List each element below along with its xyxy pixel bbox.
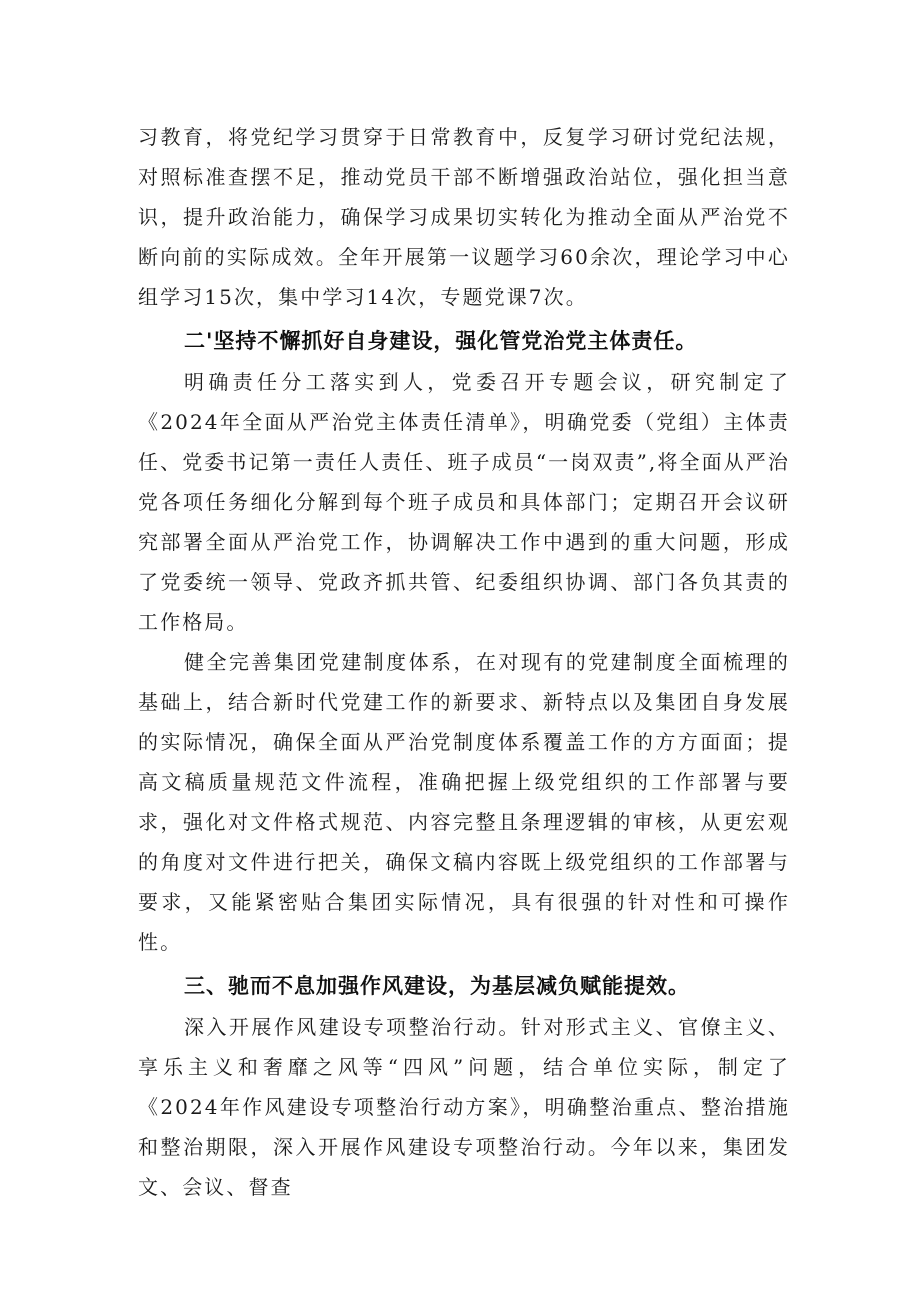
- paragraph-work-style-rectification: 深入开展作风建设专项整治行动。针对形式主义、官僚主义、享乐主义和奢靡之风等“四风”问题，结合单位实际，制定了《2024年作风建设专项整治行动方案》，明确整治重点、整治措施和整治期限，深入开展作风建设专项整治行动。今年以来，集团发文、会议、督查: [138, 1015, 790, 1199]
- section-heading-three: 三、驰而不息加强作风建设，为基层减负赋能提效。: [184, 974, 690, 998]
- paragraph-responsibility-list: 明确责任分工落实到人，党委召开专题会议，研究制定了《2024年全面从严治党主体责任清单》，明确党委（党组）主体责任、党委书记第一责任人责任、班子成员“一岗双责”,将全面从严治党各项任务细化分解到每个班子成员和具体部门；定期召开会议研究部署全面从严治党工作，协调解决工作中遇到的重大问题，形成了党委统一领导、党政齐抓共管、纪委组织协调、部门各负其责的工作格局。: [138, 370, 790, 634]
- document-body: [138, 117, 790, 1207]
- section-heading-two: 二'坚持不懈抓好自身建设，强化管党治党主体责任。: [184, 329, 698, 353]
- paragraph-party-building-system: 健全完善集团党建制度体系，在对现有的党建制度全面梳理的基础上，结合新时代党建工作的新要求、新特点以及集团自身发展的实际情况，确保全面从严治党制度体系覆盖工作的方方面面；提高文稿质量规范文件流程，准确把握上级党组织的工作部署与要求，强化对文件格式规范、内容完整且条理逻辑的审核，从更宏观的角度对文件进行把关，确保文稿内容既上级党组织的工作部署与要求，又能紧密贴合集团实际情况，具有很强的针对性和可操作性。: [138, 650, 790, 954]
- paragraph-study-education: 习教育，将党纪学习贯穿于日常教育中，反复学习研讨党纪法规，对照标准查摆不足，推动党员干部不断增强政治站位，强化担当意识，提升政治能力，确保学习成果切实转化为推动全面从严治党不断向前的实际成效。全年开展第一议题学习60余次，理论学习中心组学习15次，集中学习14次，专题党课7次。: [138, 125, 790, 309]
